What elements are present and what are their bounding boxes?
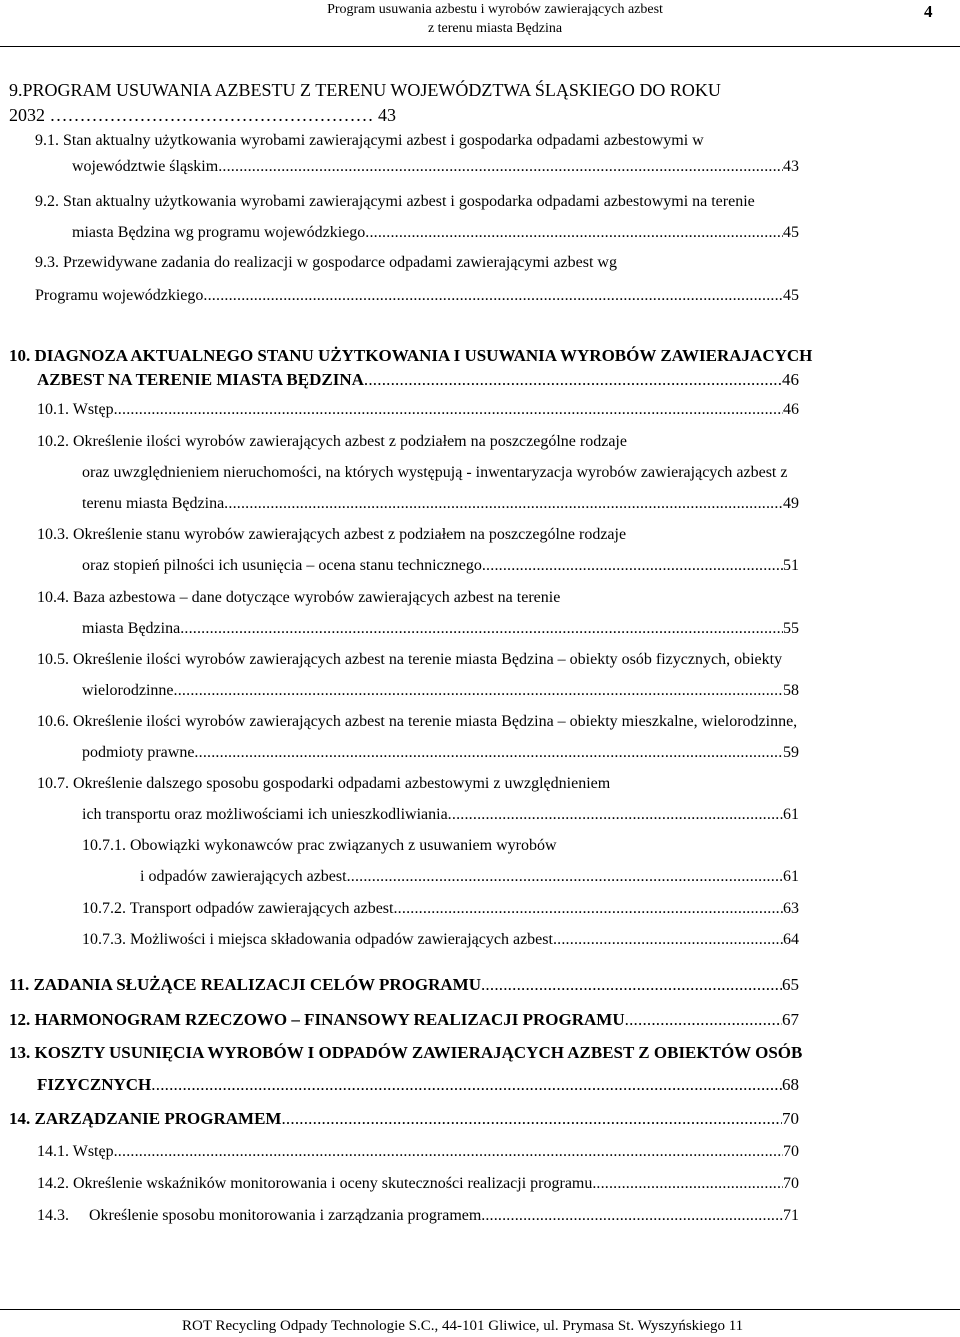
toc-page-number: 67 — [782, 1010, 799, 1029]
header-title-line2: z terenu miasta Będzina — [427, 21, 563, 36]
dot-leader — [218, 157, 783, 177]
dot-leader — [393, 899, 783, 919]
toc-page-number: 55 — [783, 620, 799, 637]
toc-10-4-entry[interactable] — [82, 619, 799, 639]
dot-leader — [347, 867, 783, 887]
toc-12-entry[interactable] — [9, 1010, 799, 1030]
dot-leader — [114, 400, 783, 420]
footer-text: ROT Recycling Odpady Technologie S.C., 44-101 Gliwice, ul. Prymasa St. Wyszyńskiego 11 — [182, 1318, 744, 1334]
dot-leader — [174, 681, 783, 701]
toc-13-entry[interactable] — [37, 1075, 799, 1095]
toc-page-number: 61 — [783, 868, 799, 885]
toc-10-6-line2: podmioty prawne — [82, 744, 195, 761]
toc-10-2-line2: oraz uwzględnieniem nieruchomości, na których występują - inwentaryzacja wyrobów zawierających azbest z — [82, 464, 788, 481]
toc-10-5-entry[interactable] — [82, 681, 799, 701]
toc-10-line1: 10. DIAGNOZA AKTUALNEGO STANU UŻYTKOWANIA I USUWANIA WYROBÓW ZAWIERAJACYCH — [9, 346, 813, 365]
toc-9-2-entry[interactable] — [72, 223, 799, 243]
toc-10-2-line1: 10.2. Określenie ilości wyrobów zawierających azbest z podziałem na poszczególne rodzaje — [37, 433, 627, 450]
dot-leader — [203, 286, 783, 306]
dot-leader — [180, 619, 783, 639]
dot-leader — [224, 494, 783, 514]
toc-10-7-1-entry[interactable] — [140, 867, 799, 887]
toc-10-7-entry[interactable] — [82, 805, 799, 825]
dot-leader — [553, 930, 783, 950]
toc-page-number: 46 — [782, 370, 799, 389]
toc-9-title-line2: 2032 ……………………………………………… 43 — [9, 105, 396, 125]
toc-13-line1: 13. KOSZTY USUNIĘCIA WYROBÓW I ODPADÓW ZAWIERAJĄCYCH AZBEST Z OBIEKTÓW OSÓB — [9, 1043, 803, 1062]
toc-14-label: 14. ZARZĄDZANIE PROGRAMEM — [9, 1109, 282, 1128]
dot-leader — [448, 805, 783, 825]
toc-10-line2: AZBEST NA TERENIE MIASTA BĘDZINA — [37, 370, 364, 389]
toc-10-3-line1: 10.3. Określenie stanu wyrobów zawierających azbest z podziałem na poszczególne rodzaje — [37, 526, 627, 543]
footer-divider — [0, 1309, 960, 1310]
toc-10-7-1-line1: 10.7.1. Obowiązki wykonawców prac związanych z usuwaniem wyrobów — [82, 837, 557, 854]
toc-page-number: 49 — [783, 495, 799, 512]
toc-page-number: 45 — [783, 287, 799, 304]
toc-10-7-line1: 10.7. Określenie dalszego sposobu gospodarki odpadami azbestowymi z uwzględnieniem — [37, 775, 611, 792]
dot-leader — [365, 223, 783, 243]
toc-9-3-line2: Programu wojewódzkiego — [35, 287, 204, 304]
dot-leader — [625, 1010, 782, 1030]
toc-14-2-entry[interactable] — [37, 1174, 799, 1194]
toc-10-7-line2: ich transportu oraz możliwościami ich unieszkodliwiania — [82, 806, 448, 823]
toc-14-1-entry[interactable] — [37, 1142, 799, 1162]
dot-leader — [281, 1109, 782, 1129]
toc-page-number: 61 — [783, 806, 799, 823]
dot-leader — [485, 1206, 783, 1226]
toc-page-number: 46 — [783, 401, 799, 418]
toc-10-5-line1: 10.5. Określenie ilości wyrobów zawierających azbest na terenie miasta Będzina – obiekty osób fizycznych, obiekty — [37, 651, 783, 668]
toc-14-1-label: 14.1. Wstęp — [37, 1143, 114, 1160]
toc-page-number: 51 — [783, 557, 799, 574]
toc-10-7-1-line2: i odpadów zawierających azbest — [140, 868, 347, 885]
dot-leader — [482, 556, 783, 576]
toc-10-6-line1: 10.6. Określenie ilości wyrobów zawierających azbest na terenie miasta Będzina – obiekty mieszkalne, wielorodzinne, — [37, 713, 798, 730]
toc-page-number: 59 — [783, 744, 799, 761]
toc-10-7-3-label: 10.7.3. Możliwości i miejsca składowania odpadów zawierających azbest — [82, 931, 553, 948]
toc-9-title-line1: 9.PROGRAM USUWANIA AZBESTU Z TERENU WOJEWÓDZTWA ŚLĄSKIEGO DO ROKU — [9, 80, 721, 100]
toc-10-5-line2: wielorodzinne — [82, 682, 174, 699]
toc-10-3-line2: oraz stopień pilności ich usunięcia – ocena stanu technicznego — [82, 557, 482, 574]
toc-10-4-line1: 10.4. Baza azbestowa – dane dotyczące wyrobów zawierających azbest na terenie — [37, 589, 561, 606]
toc-page-number: 70 — [783, 1143, 799, 1160]
toc-9-3-entry[interactable] — [35, 286, 799, 306]
toc-page-number: 63 — [783, 900, 799, 917]
toc-14-3-entry[interactable] — [37, 1206, 799, 1226]
toc-9-3-line1: 9.3. Przewidywane zadania do realizacji w gospodarce odpadami zawierającymi azbest wg — [35, 254, 617, 271]
toc-9-2-line1: 9.2. Stan aktualny użytkowania wyrobami zawierającymi azbest i gospodarka odpadami azbestowymi na terenie — [35, 193, 755, 210]
toc-14-2-label: 14.2. Określenie wskaźników monitorowania i oceny skuteczności realizacji programu. — [37, 1175, 597, 1192]
dot-leader — [596, 1174, 783, 1194]
toc-page-number: 65 — [782, 975, 799, 994]
toc-9-1-line2: województwie śląskim — [72, 158, 219, 175]
toc-10-2-line3: terenu miasta Będzina — [82, 495, 225, 512]
toc-page-number: 64 — [783, 931, 799, 948]
toc-13-line2: FIZYCZNYCH — [37, 1075, 152, 1094]
toc-9-1-line1: 9.1. Stan aktualny użytkowania wyrobami zawierającymi azbest i gospodarka odpadami azbestowymi w — [35, 132, 704, 149]
header-title-line1: Program usuwania azbestu i wyrobów zawierających azbest — [327, 2, 663, 17]
toc-10-4-line2: miasta Będzina — [82, 620, 181, 637]
toc-10-1-entry[interactable] — [37, 400, 799, 420]
dot-leader — [364, 370, 782, 390]
toc-page-number: 70 — [782, 1109, 799, 1128]
toc-9-2-line2: miasta Będzina wg programu wojewódzkiego — [72, 224, 366, 241]
toc-11-entry[interactable] — [9, 975, 799, 995]
toc-page-number: 70 — [783, 1175, 799, 1192]
toc-11-label: 11. ZADANIA SŁUŻĄCE REALIZACJI CELÓW PROGRAMU — [9, 975, 481, 994]
dot-leader — [114, 1142, 783, 1162]
toc-10-7-2-entry[interactable] — [82, 899, 799, 919]
toc-12-label: 12. HARMONOGRAM RZECZOWO – FINANSOWY REALIZACJI PROGRAMU — [9, 1010, 625, 1029]
toc-page-number: 68 — [782, 1075, 799, 1094]
toc-page-number: 43 — [783, 158, 799, 175]
toc-10-entry[interactable] — [37, 370, 799, 390]
toc-10-2-entry[interactable] — [82, 494, 799, 514]
toc-9-1-entry[interactable] — [72, 157, 799, 177]
toc-10-7-3-entry[interactable] — [82, 930, 799, 950]
toc-14-entry[interactable] — [9, 1109, 799, 1129]
dot-leader — [481, 975, 782, 995]
toc-page-number: 58 — [783, 682, 799, 699]
toc-10-6-entry[interactable] — [82, 743, 799, 763]
toc-10-3-entry[interactable] — [82, 556, 799, 576]
toc-10-7-2-label: 10.7.2. Transport odpadów zawierających azbest — [82, 900, 394, 917]
toc-10-1-label: 10.1. Wstęp — [37, 401, 114, 418]
toc-14-3-label: 14.3. Określenie sposobu monitorowania i zarządzania programem. — [37, 1207, 486, 1224]
toc-page-number: 45 — [783, 224, 799, 241]
dot-leader — [151, 1075, 782, 1095]
page-number: 4 — [924, 2, 933, 21]
toc-page-number: 71 — [783, 1207, 799, 1224]
dot-leader — [194, 743, 783, 763]
